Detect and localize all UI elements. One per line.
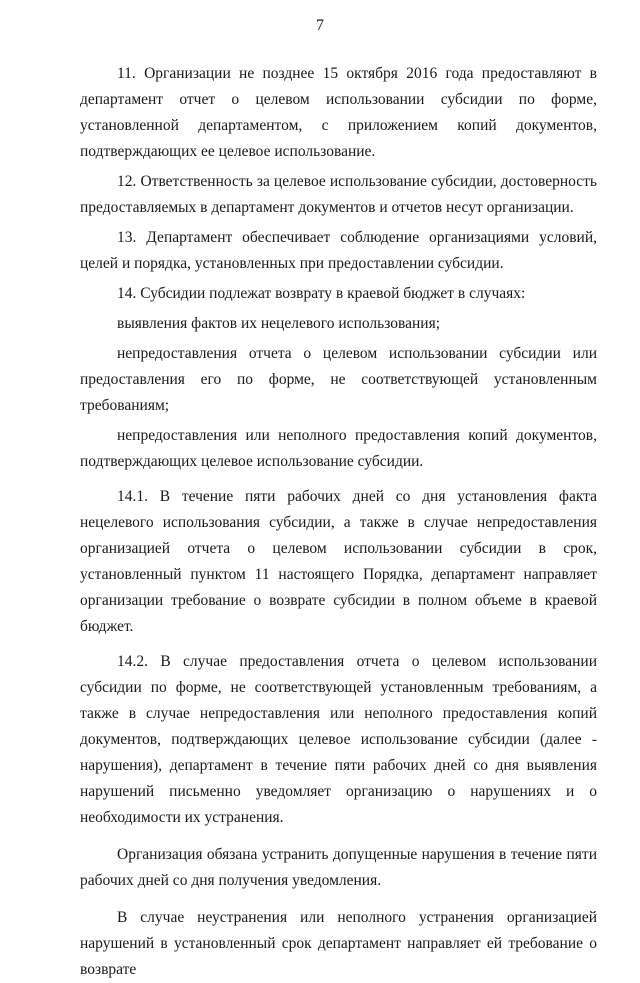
paragraph-item-12: 12. Ответственность за целевое использование субсидии, достоверность предоставляемых в департамент документов и отчетов несут организации. [80,173,597,216]
paragraph-case-misuse: выявления фактов их нецелевого использования; [117,315,441,332]
paragraph-item-13: 13. Департамент обеспечивает соблюдение организациями условий, целей и порядка, установленных при предоставлении субсидии. [80,229,597,272]
paragraph-item-11: 11. Организации не позднее 15 октября 2016 года предоставляют в департамент отчет о целевом использовании субсидии по форме, установленной департаментом, с приложением копий документов, подтверждающих ее целевое использование. [80,65,597,160]
paragraph-item-14-1: 14.1. В течение пяти рабочих дней со дня установления факта нецелевого использования субсидии, а также в случае непредоставления организацией отчета о целевом использовании субсидии в срок, установленный пунктом 11 настоящего Порядка, департамент направляет организации требование о возврате субсидии в полном объеме в краевой бюджет. [80,488,597,635]
paragraph-refund-demand: В случае неустранения или неполного устранения организацией нарушений в установленный срок департамент направляет ей требование о возврате [80,909,597,978]
paragraph-case-no-documents: непредоставления или неполного предоставления копий документов, подтверждающих целевое использование субсидии. [80,427,597,470]
document-body [80,61,597,983]
paragraph-item-14: 14. Субсидии подлежат возврату в краевой бюджет в случаях: [117,285,526,302]
paragraph-case-no-report: непредоставления отчета о целевом использовании субсидии или предоставления его по форме, не соответствующей установленным требованиям; [80,345,597,414]
paragraph-item-14-2: 14.2. В случае предоставления отчета о целевом использовании субсидии по форме, не соответствующей установленным требованиям, а также в случае непредоставления или неполного предоставления копий документов, подтверждающих целевое использование субсидии (далее - нарушения), департамент в течение пяти рабочих дней со дня выявления нарушений письменно уведомляет организацию о нарушениях и о необходимости их устранения. [80,653,597,826]
page-number: 7 [316,17,324,34]
paragraph-correction-deadline: Организация обязана устранить допущенные нарушения в течение пяти рабочих дней со дня получения уведомления. [80,846,597,889]
